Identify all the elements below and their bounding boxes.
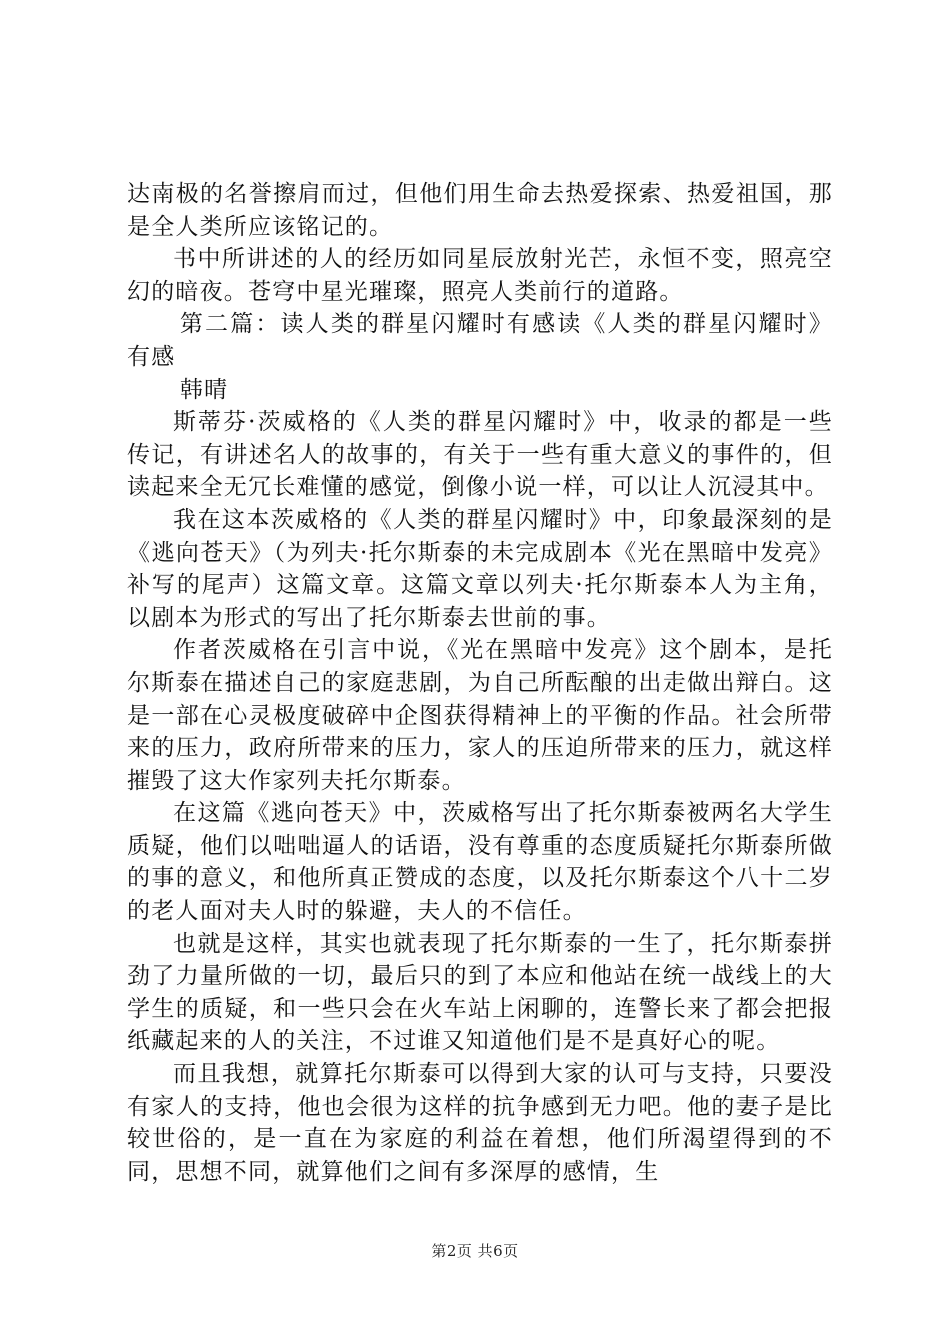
section-heading: 第二篇：读人类的群星闪耀时有感读《人类的群星闪耀时》有感 [127,311,833,370]
paragraph: 作者茨威格在引言中说，《光在黑暗中发亮》这个剧本，是托尔斯泰在描述自己的家庭悲剧，为自己所酝酿的出走做出辩白。这是一部在心灵极度破碎中企图获得精神上的平衡的作品。社会所带来的压力，政府所带来的压力，家人的压迫所带来的压力，就这样摧毁了这大作家列夫托尔斯泰。 [127,637,833,794]
paragraph: 而且我想，就算托尔斯泰可以得到大家的认可与支持，只要没有家人的支持，他也会很为这样的抗争感到无力吧。他的妻子是比较世俗的，是一直在为家庭的利益在着想，他们所渴望得到的不同，思想不同，就算他们之间有多深厚的感情，生 [127,1061,833,1185]
paragraph: 在这篇《逃向苍天》中，茨威格写出了托尔斯泰被两名大学生质疑，他们以咄咄逼人的话语，没有尊重的态度质疑托尔斯泰所做的事的意义，和他所真正赞成的态度，以及托尔斯泰这个八十二岁的老人面对夫人时的躲避，夫人的不信任。 [127,800,833,925]
paragraph: 也就是这样，其实也就表现了托尔斯泰的一生了，托尔斯泰拼劲了力量所做的一切，最后只的到了本应和他站在统一战线上的大学生的质疑，和一些只会在火车站上闲聊的，连警长来了都会把报纸藏起来的人的关注，不过谁又知道他们是不是真好心的呢。 [127,930,833,1055]
document-body [127,178,833,1188]
paragraph: 我在这本茨威格的《人类的群星闪耀时》中，印象最深刻的是《逃向苍天》（为列夫·托尔斯泰的未完成剧本《光在黑暗中发亮》补写的尾声）这篇文章。这篇文章以列夫·托尔斯泰本人为主角，以剧本为形式的写出了托尔斯泰去世前的事。 [127,506,833,631]
paragraph: 书中所讲述的人的经历如同星辰放射光芒，永恒不变，照亮空幻的暗夜。苍穹中星光璀璨，照亮人类前行的道路。 [127,246,833,305]
paragraph: 斯蒂芬·茨威格的《人类的群星闪耀时》中，收录的都是一些传记，有讲述名人的故事的，有关于一些有重大意义的事件的，但读起来全无冗长难懂的感觉，倒像小说一样，可以让人沉浸其中。 [127,409,833,501]
paragraph-continuation: 达南极的名誉擦肩而过，但他们用生命去热爱探索、热爱祖国，那是全人类所应该铭记的。 [127,181,833,240]
page-number-footer: 第2页 共6页 [431,1242,519,1260]
author-name: 韩晴 [179,376,229,403]
